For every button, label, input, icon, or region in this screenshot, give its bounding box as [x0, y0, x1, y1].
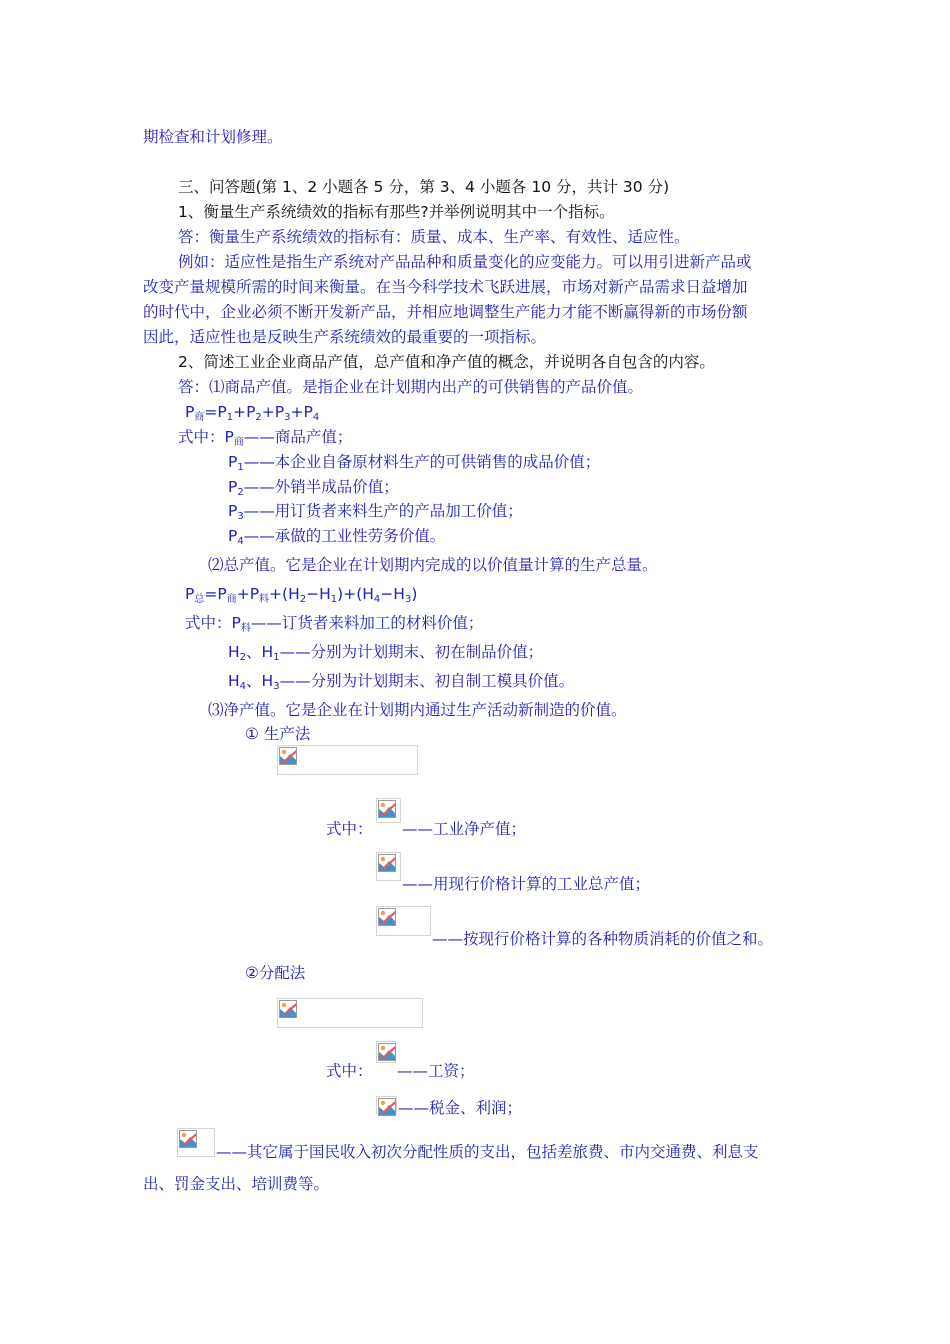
formula-commodity-value: $P_商=P_1+P_2+P_3+P_4$ — [185, 403, 320, 423]
broken-image-icon — [376, 852, 401, 881]
broken-image-icon — [378, 908, 396, 926]
broken-image-icon — [277, 745, 418, 775]
question-2: 2、简述工业企业商品产值，总产值和净产值的概念，并说明各自包含的内容。 — [178, 353, 715, 371]
definition-line: ——其它属于国民收入初次分配性质的支出，包括差旅费、市内交通费、利息支 — [216, 1143, 759, 1161]
definition-line: $P_1——$本企业自备原材料生产的可供销售的成品价值； — [228, 453, 601, 473]
definition-line: $P_4——$承做的工业性劳务价值。 — [228, 527, 446, 547]
broken-image-icon — [277, 998, 423, 1028]
broken-image-icon — [279, 747, 297, 765]
definition-line: $H_4$、$H_3——$分别为计划期末、初自制工模具价值。 — [228, 672, 575, 692]
broken-image-icon — [179, 1130, 197, 1148]
definition-line: $P_2——$外销半成品价值； — [228, 478, 399, 498]
text-line: 因此，适应性也是反映生产系统绩效的最重要的一项指标。 — [143, 328, 547, 346]
definition-line: ——税金、利润； — [398, 1099, 523, 1117]
answer-1: 答：衡量生产系统绩效的指标有：质量、成本、生产率、有效性、适应性。 — [178, 228, 690, 246]
definition-label: 式中： — [326, 820, 373, 838]
text-line: ⑵总产值。它是企业在计划期内完成的以价值量计算的生产总量。 — [208, 556, 658, 574]
broken-image-icon — [376, 798, 401, 823]
text-line: 改变产量规模所需的时间来衡量。在当今科学技术飞跃进展，市场对新产品需求日益增加 — [143, 278, 748, 296]
text-line: 例如：适应性是指生产系统对产品品种和质量变化的应变能力。可以用引进新产品或 — [178, 253, 752, 271]
definition-line: ——用现行价格计算的工业总产值； — [402, 875, 651, 893]
text-line: 期检查和计划修理。 — [143, 128, 283, 146]
definition-line: 式中：$P_料——$订货者来料加工的材料价值； — [185, 614, 484, 634]
definition-line: $P_3——$用订货者来料生产的产品加工价值； — [228, 502, 523, 522]
broken-image-icon — [376, 1096, 397, 1114]
broken-image-icon — [378, 1043, 396, 1061]
definition-line: ——工业净产值； — [402, 820, 527, 838]
broken-image-icon — [376, 906, 431, 936]
answer-2: 答：⑴商品产值。是指企业在计划期内出产的可供销售的产品价值。 — [178, 378, 644, 396]
question-1: 1、衡量生产系统绩效的指标有那些?并举例说明其中一个指标。 — [178, 203, 615, 221]
broken-image-icon — [378, 854, 396, 872]
broken-image-icon — [376, 1041, 396, 1063]
definition-line: ——工资； — [397, 1062, 475, 1080]
subheading-distribution-method: ②分配法 — [245, 964, 306, 982]
definition-line: ——按现行价格计算的各种物质消耗的价值之和。 — [432, 930, 774, 948]
broken-image-icon — [177, 1128, 215, 1157]
definition-label: 式中： — [326, 1062, 373, 1080]
text-line: 的时代中，企业必须不断开发新产品，并相应地调整生产能力才能不断赢得新的市场份额 — [143, 303, 748, 321]
definition-line: $H_2$、$H_1——$分别为计划期末、初在制品价值； — [228, 643, 544, 663]
subheading-production-method: ① 生产法 — [245, 725, 311, 743]
broken-image-icon — [279, 1000, 297, 1018]
broken-image-icon — [378, 800, 396, 818]
formula-total-value: $P_总=P_商+P_料+(H_2-H_1)+(H_4-H_3)$ — [185, 585, 418, 605]
section-heading: 三、问答题(第 1、2 小题各 5 分，第 3、4 小题各 10 分，共计 30 分) — [178, 178, 670, 196]
definition-line: 式中：$P_商——$商品产值； — [178, 428, 353, 448]
text-line: ⑶净产值。它是企业在计划期内通过生产活动新制造的价值。 — [208, 701, 627, 719]
broken-image-icon — [378, 1098, 396, 1116]
text-line: 出、罚金支出、培训费等。 — [143, 1175, 330, 1193]
